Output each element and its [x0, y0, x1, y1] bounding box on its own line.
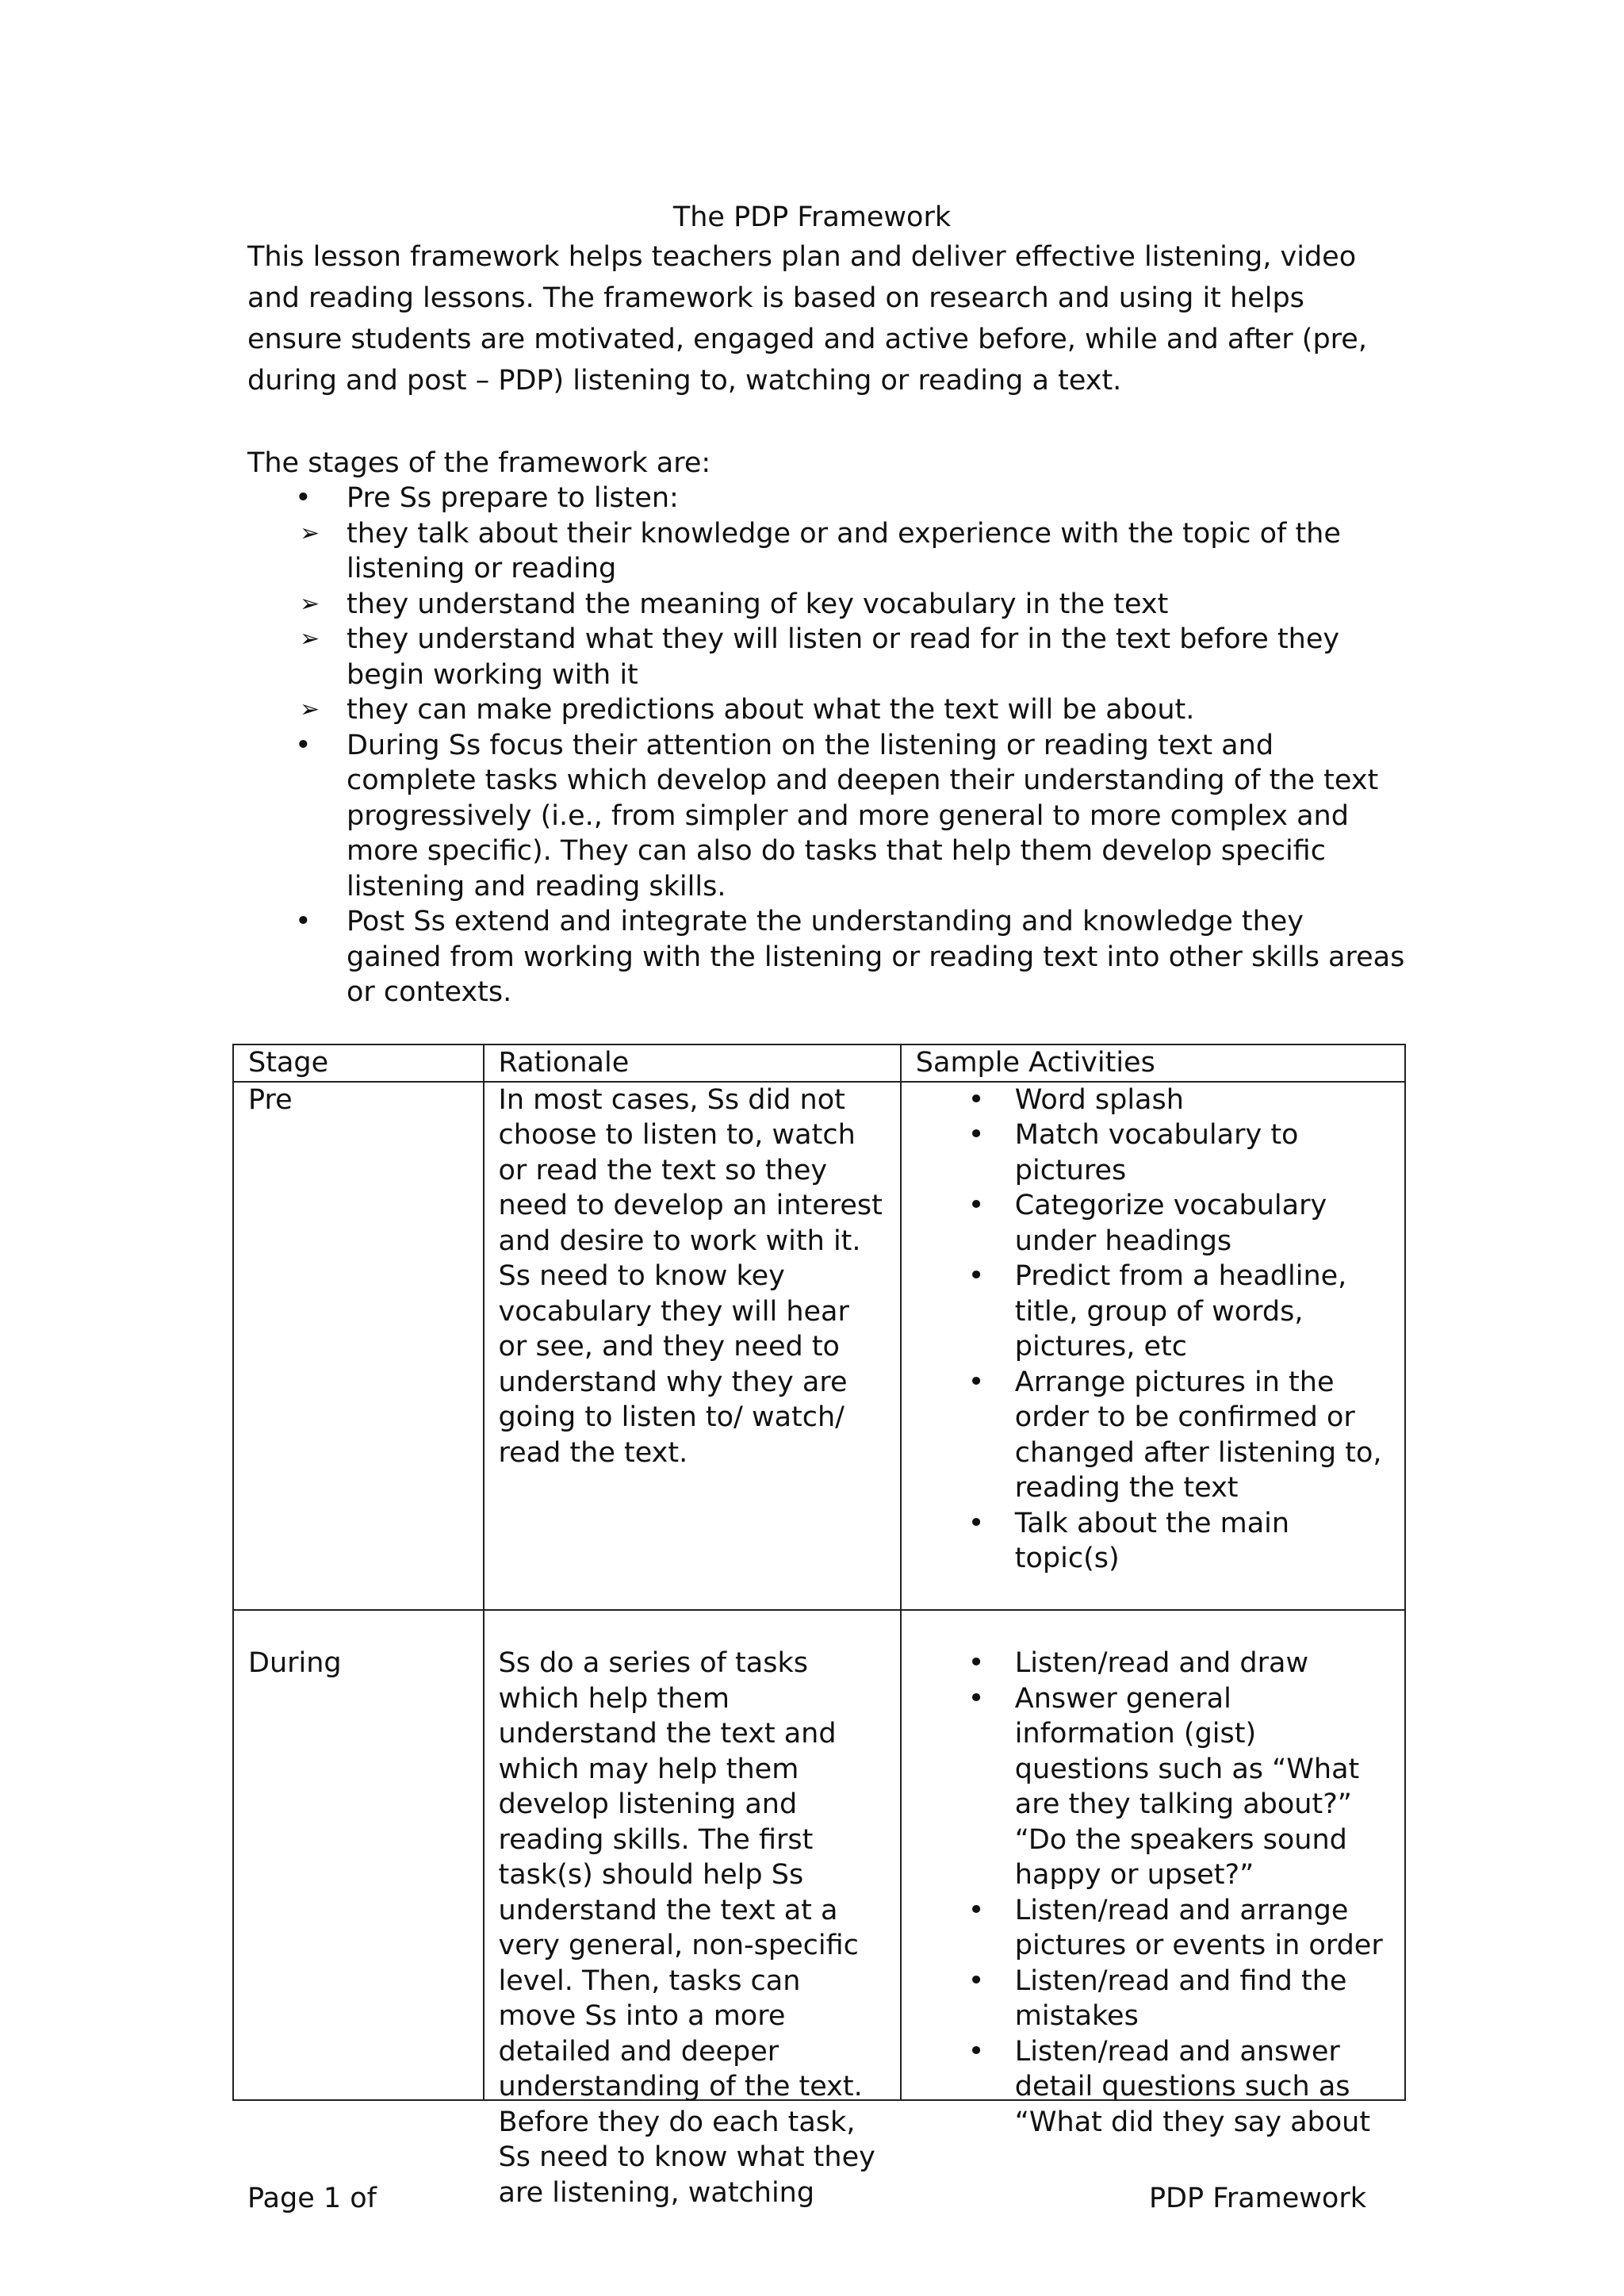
list-item: [916, 2034, 1390, 2141]
activity-text: Word splash: [1014, 1083, 1184, 1116]
stages-list: [247, 481, 1405, 1010]
cell-clip: [916, 1611, 1390, 2138]
intro-paragraph: This lesson framework helps teachers plan and deliver effective listening, video and reading lessons. The framework is based on research and using it helps ensure students are motivated, engaged and active before, while and after (pre, during and post – PDP) listening to, watching or reading a text.: [247, 241, 1367, 397]
stage-pre-sublist-container: [247, 516, 1405, 728]
footer-page-number: Page 1 of: [247, 2183, 377, 2214]
arrow-bullet-icon: ➢: [300, 696, 320, 723]
table-cell-stage: [233, 1610, 484, 2100]
stage-label: During: [248, 1647, 342, 1679]
list-item: [916, 1259, 1390, 1365]
bullet-icon: •: [967, 1260, 985, 1292]
arrow-bullet-icon: ➢: [300, 519, 320, 547]
sub-item-text: they understand the meaning of key vocabulary in the text: [347, 588, 1169, 620]
bullet-icon: •: [967, 2035, 985, 2068]
list-item: [916, 1893, 1390, 1964]
list-item: [916, 1365, 1390, 1506]
table-cell-rationale: [484, 1610, 901, 2209]
stages-heading: The stages of the framework are:: [247, 447, 711, 479]
activity-text: Match vocabulary to pictures: [1014, 1119, 1299, 1186]
bullet-icon: •: [967, 1083, 985, 1116]
bullet-icon: •: [295, 729, 312, 761]
activity-text: Predict from a headline, title, group of words, pictures, etc: [1014, 1260, 1347, 1363]
stage-item-post: [247, 904, 1405, 1010]
table-header-cell: Stage: [233, 1045, 484, 1082]
bullet-icon: •: [967, 1190, 985, 1221]
list-item: [916, 1964, 1390, 2034]
table-header-cell: Rationale: [484, 1045, 901, 1082]
table-cell-activities: [901, 1610, 1405, 2138]
sub-item-text: they understand what they will listen or read for in the text before they begin working with it: [347, 623, 1340, 691]
stage-text: Post Ss extend and integrate the understanding and knowledge they gained from working with the listening or reading text into other skills areas or contexts.: [347, 906, 1405, 1008]
bullet-icon: •: [967, 1682, 985, 1715]
activity-text: Listen/read and draw: [1014, 1647, 1309, 1679]
list-item: [916, 1681, 1390, 1893]
activity-text: Categorize vocabulary under headings: [1014, 1190, 1327, 1257]
table-header-row: [233, 1045, 1405, 1082]
list-item: [916, 1188, 1390, 1259]
table-row: [233, 1610, 1405, 2100]
sub-item: [247, 587, 1405, 623]
bullet-icon: •: [967, 1964, 985, 1997]
activity-list: [916, 1083, 1390, 1577]
table-cell-stage: Pre: [233, 1082, 484, 1610]
list-item: [916, 1646, 1390, 1681]
sub-item: [247, 516, 1405, 587]
table-cell-rationale: In most cases, Ss did not choose to listen to, watch or read the text so they need to develop an interest and desire to work with it. Ss need to know key vocabulary they will hear or see, and they need to understand why they are going to listen to/ watch/ read the text.: [484, 1082, 901, 1610]
arrow-bullet-icon: ➢: [300, 625, 320, 653]
bullet-icon: •: [967, 1507, 985, 1539]
bullet-icon: •: [295, 906, 312, 937]
rationale-text: Ss do a series of tasks which help them understand the text and which may help them develop listening and reading skills. The first task(s) should help Ss understand the text at a very general, non-specific level. Then, tasks can move Ss into a more detailed and deeper understanding of the text. Before they do each task, Ss need to know what they are listening, watching: [498, 1647, 875, 2209]
table-row: [233, 1082, 1405, 1610]
activity-list: [916, 1646, 1390, 2140]
sub-item-text: they talk about their knowledge or and experience with the topic of the listening or reading: [347, 517, 1341, 585]
arrow-bullet-icon: ➢: [300, 589, 320, 618]
bullet-icon: •: [967, 1366, 985, 1398]
activity-text: Listen/read and answer detail questions such as “What did they say about: [1014, 2035, 1371, 2138]
activity-text: Listen/read and find the mistakes: [1014, 1964, 1347, 2032]
stage-item-during: [247, 728, 1405, 905]
list-item: [916, 1117, 1390, 1188]
bullet-icon: •: [967, 1647, 985, 1679]
activity-text: Listen/read and arrange pictures or events in order: [1014, 1894, 1383, 1961]
footer-document-name: PDP Framework: [1148, 2183, 1366, 2214]
sub-item: [247, 622, 1405, 692]
stage-text: Pre Ss prepare to listen:: [347, 482, 679, 514]
sub-item: [247, 692, 1405, 728]
activity-text: Talk about the main topic(s): [1014, 1507, 1290, 1574]
page-title: The PDP Framework: [672, 201, 952, 233]
cell-clip: [498, 1611, 886, 2209]
list-item: [916, 1506, 1390, 1577]
activity-text: Arrange pictures in the order to be confirmed or changed after listening to, reading the text: [1014, 1366, 1382, 1504]
bullet-icon: •: [295, 482, 312, 514]
table-header-cell: Sample Activities: [901, 1045, 1405, 1082]
table-cell-activities: [901, 1082, 1405, 1610]
bullet-icon: •: [967, 1119, 985, 1151]
stage-item-pre: [247, 481, 1405, 516]
stage-pre-sublist: [247, 516, 1405, 728]
activity-text: Answer general information (gist) questions such as “What are they talking about?” “Do the speakers sound happy or upset?”: [1014, 1682, 1360, 1891]
bullet-icon: •: [967, 1894, 985, 1926]
list-item: [916, 1083, 1390, 1118]
cell-clip: [248, 1611, 469, 2099]
stage-text: During Ss focus their attention on the listening or reading text and complete tasks which develop and deepen their understanding of the text progressively (i.e., from simpler and more general to more complex and more specific). They can also do tasks that help them develop specific listening and reading skills.: [347, 729, 1379, 903]
sub-item-text: they can make predictions about what the text will be about.: [347, 694, 1195, 726]
